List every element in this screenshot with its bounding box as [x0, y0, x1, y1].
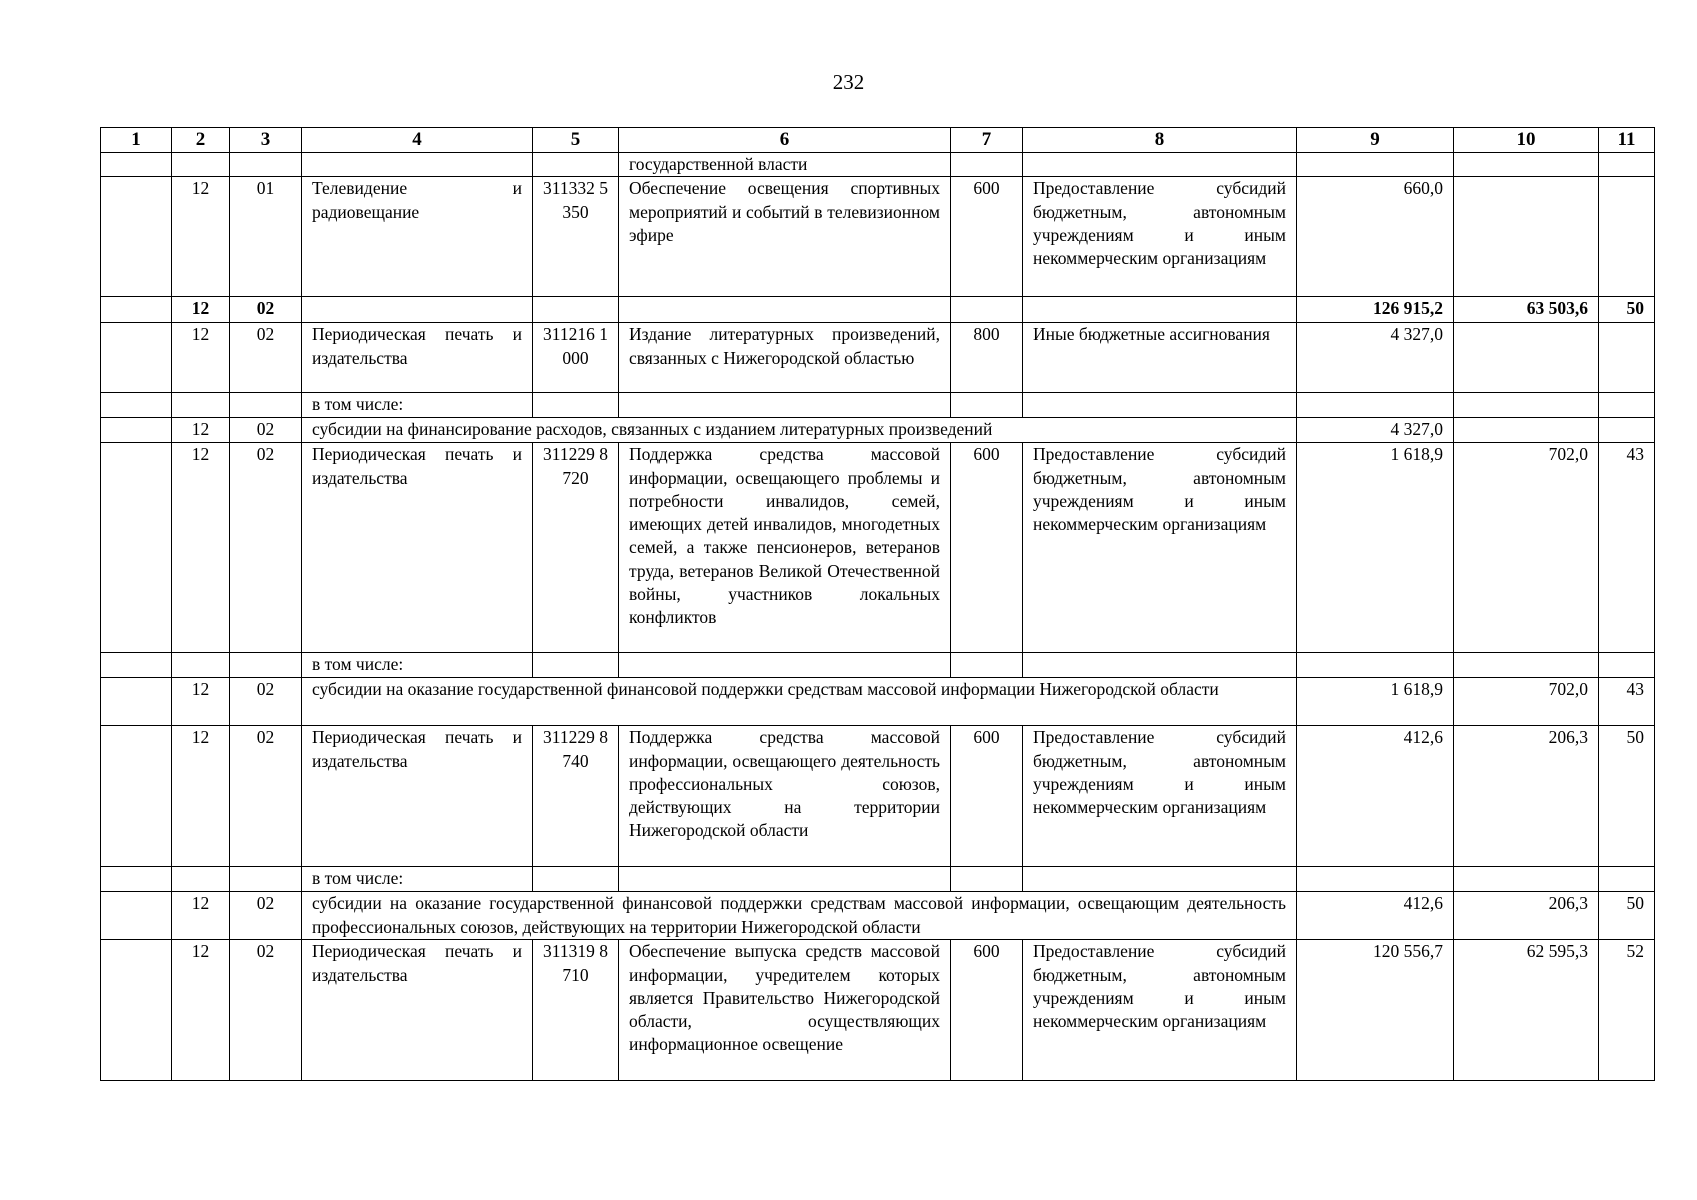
subsidy-description: субсидии на оказание государственной финансовой поддержки средствам массовой информации, освещающим деятельность профессиональных союзов, действующих на территории Нижегородской области: [302, 892, 1297, 940]
cell: [533, 653, 619, 678]
cell: [619, 653, 951, 678]
column-header: 10: [1454, 128, 1599, 153]
cell: 120 556,7: [1297, 940, 1454, 1081]
cell: [1599, 418, 1655, 443]
cell: [101, 323, 172, 393]
cell: 311229 8720: [533, 443, 619, 653]
cell: 126 915,2: [1297, 297, 1454, 323]
cell: 600: [951, 940, 1023, 1081]
cell: Иные бюджетные ассигнования: [1023, 323, 1297, 393]
cell: [1454, 153, 1599, 177]
cell: [101, 892, 172, 940]
cell: 412,6: [1297, 726, 1454, 867]
column-header: 7: [951, 128, 1023, 153]
column-header: 11: [1599, 128, 1655, 153]
cell: 43: [1599, 443, 1655, 653]
cell: [1297, 653, 1454, 678]
cell: [1023, 653, 1297, 678]
cell: [101, 418, 172, 443]
cell: 4 327,0: [1297, 323, 1454, 393]
cell: 12: [172, 892, 230, 940]
cell: [101, 443, 172, 653]
table-row: [101, 393, 1655, 418]
cell: [533, 153, 619, 177]
cell: [101, 393, 172, 418]
cell: [1454, 653, 1599, 678]
cell: [172, 153, 230, 177]
cell: 206,3: [1454, 726, 1599, 867]
cell: в том числе:: [302, 393, 533, 418]
cell: [302, 153, 533, 177]
column-header: 2: [172, 128, 230, 153]
table-row: [101, 678, 1655, 726]
table-row: [101, 726, 1655, 867]
cell: [1454, 393, 1599, 418]
cell: в том числе:: [302, 867, 533, 892]
table-row: [101, 892, 1655, 940]
cell: 62 595,3: [1454, 940, 1599, 1081]
cell: Предоставление субсидий бюджетным, автономным учреждениям и иным некоммерческим организациям: [1023, 940, 1297, 1081]
cell: [101, 177, 172, 297]
cell: 02: [230, 940, 302, 1081]
cell: 600: [951, 726, 1023, 867]
cell: [230, 393, 302, 418]
cell: [101, 153, 172, 177]
cell: [101, 726, 172, 867]
table-row: [101, 323, 1655, 393]
cell: Предоставление субсидий бюджетным, автономным учреждениям и иным некоммерческим организациям: [1023, 726, 1297, 867]
column-header: 5: [533, 128, 619, 153]
cell: [1023, 297, 1297, 323]
cell: [619, 297, 951, 323]
cell: 02: [230, 418, 302, 443]
column-header: 4: [302, 128, 533, 153]
cell: [1599, 323, 1655, 393]
cell: 12: [172, 177, 230, 297]
cell: [101, 297, 172, 323]
cell: 12: [172, 443, 230, 653]
cell: 50: [1599, 892, 1655, 940]
cell: [1297, 867, 1454, 892]
cell: 1 618,9: [1297, 678, 1454, 726]
cell: 660,0: [1297, 177, 1454, 297]
cell: 12: [172, 418, 230, 443]
cell: 43: [1599, 678, 1655, 726]
cell: [1454, 177, 1599, 297]
cell: [101, 653, 172, 678]
cell: 02: [230, 892, 302, 940]
cell: 702,0: [1454, 678, 1599, 726]
cell: 206,3: [1454, 892, 1599, 940]
cell: [951, 393, 1023, 418]
table-row: [101, 867, 1655, 892]
table-row: [101, 153, 1655, 177]
cell: государственной власти: [619, 153, 951, 177]
cell: 702,0: [1454, 443, 1599, 653]
cell: [1599, 393, 1655, 418]
table-row: [101, 418, 1655, 443]
subsidy-description: субсидии на оказание государственной финансовой поддержки средствам массовой информации Нижегородской области: [302, 678, 1297, 726]
cell: Периодическая печать и издательства: [302, 443, 533, 653]
table-row: [101, 940, 1655, 1081]
cell: [533, 297, 619, 323]
subtotal-row: [101, 297, 1655, 323]
cell: [230, 153, 302, 177]
cell: 02: [230, 297, 302, 323]
cell: 52: [1599, 940, 1655, 1081]
cell: 600: [951, 443, 1023, 653]
cell: [1297, 393, 1454, 418]
table-row: [101, 653, 1655, 678]
cell: 12: [172, 323, 230, 393]
cell: [302, 297, 533, 323]
cell: в том числе:: [302, 653, 533, 678]
cell: [172, 653, 230, 678]
cell: [172, 393, 230, 418]
cell: Поддержка средства массовой информации, освещающего проблемы и потребности инвалидов, семей, имеющих детей инвалидов, многодетных семей, а также пенсионеров, ветеранов труда, ветеранов Великой Отечественной войны, участников локальных конфликтов: [619, 443, 951, 653]
cell: 63 503,6: [1454, 297, 1599, 323]
cell: [230, 653, 302, 678]
cell: 1 618,9: [1297, 443, 1454, 653]
cell: 412,6: [1297, 892, 1454, 940]
cell: [1454, 323, 1599, 393]
cell: 02: [230, 443, 302, 653]
cell: 311216 1000: [533, 323, 619, 393]
cell: [230, 867, 302, 892]
cell: [101, 867, 172, 892]
column-header: 8: [1023, 128, 1297, 153]
cell: [533, 393, 619, 418]
cell: Обеспечение выпуска средств массовой информации, учредителем которых является Правительство Нижегородской области, осуществляющих информационное освещение: [619, 940, 951, 1081]
table-row: [101, 443, 1655, 653]
cell: 50: [1599, 297, 1655, 323]
cell: 50: [1599, 726, 1655, 867]
cell: 12: [172, 940, 230, 1081]
cell: 02: [230, 678, 302, 726]
cell: [172, 867, 230, 892]
cell: 4 327,0: [1297, 418, 1454, 443]
cell: 12: [172, 678, 230, 726]
cell: Периодическая печать и издательства: [302, 940, 533, 1081]
cell: Периодическая печать и издательства: [302, 726, 533, 867]
column-header-row: [101, 128, 1655, 153]
cell: 800: [951, 323, 1023, 393]
cell: [533, 867, 619, 892]
cell: [1599, 177, 1655, 297]
cell: Предоставление субсидий бюджетным, автономным учреждениям и иным некоммерческим организациям: [1023, 177, 1297, 297]
cell: [1599, 653, 1655, 678]
column-header: 9: [1297, 128, 1454, 153]
cell: Издание литературных произведений, связанных с Нижегородской областью: [619, 323, 951, 393]
cell: [1023, 867, 1297, 892]
cell: [1599, 153, 1655, 177]
cell: [1023, 393, 1297, 418]
cell: [101, 678, 172, 726]
cell: [1454, 867, 1599, 892]
cell: Периодическая печать и издательства: [302, 323, 533, 393]
cell: [1297, 153, 1454, 177]
cell: [951, 153, 1023, 177]
cell: 02: [230, 726, 302, 867]
cell: [951, 653, 1023, 678]
cell: Обеспечение освещения спортивных мероприятий и событий в телевизионном эфире: [619, 177, 951, 297]
cell: 12: [172, 726, 230, 867]
cell: [619, 867, 951, 892]
cell: 311229 8740: [533, 726, 619, 867]
budget-table: [100, 127, 1655, 1081]
cell: 311319 8710: [533, 940, 619, 1081]
cell: [619, 393, 951, 418]
cell: [951, 867, 1023, 892]
cell: [1023, 153, 1297, 177]
subsidy-description: субсидии на финансирование расходов, связанных с изданием литературных произведений: [302, 418, 1297, 443]
cell: [101, 940, 172, 1081]
cell: 12: [172, 297, 230, 323]
cell: 02: [230, 323, 302, 393]
cell: 600: [951, 177, 1023, 297]
table-row: [101, 177, 1655, 297]
cell: Телевидение и радиовещание: [302, 177, 533, 297]
column-header: 1: [101, 128, 172, 153]
column-header: 6: [619, 128, 951, 153]
cell: 01: [230, 177, 302, 297]
cell: [1454, 418, 1599, 443]
cell: [1599, 867, 1655, 892]
cell: 311332 5350: [533, 177, 619, 297]
cell: Предоставление субсидий бюджетным, автономным учреждениям и иным некоммерческим организациям: [1023, 443, 1297, 653]
cell: Поддержка средства массовой информации, освещающего деятельность профессиональных союзов, действующих на территории Нижегородской области: [619, 726, 951, 867]
column-header: 3: [230, 128, 302, 153]
cell: [951, 297, 1023, 323]
page-number: 232: [832, 70, 865, 94]
